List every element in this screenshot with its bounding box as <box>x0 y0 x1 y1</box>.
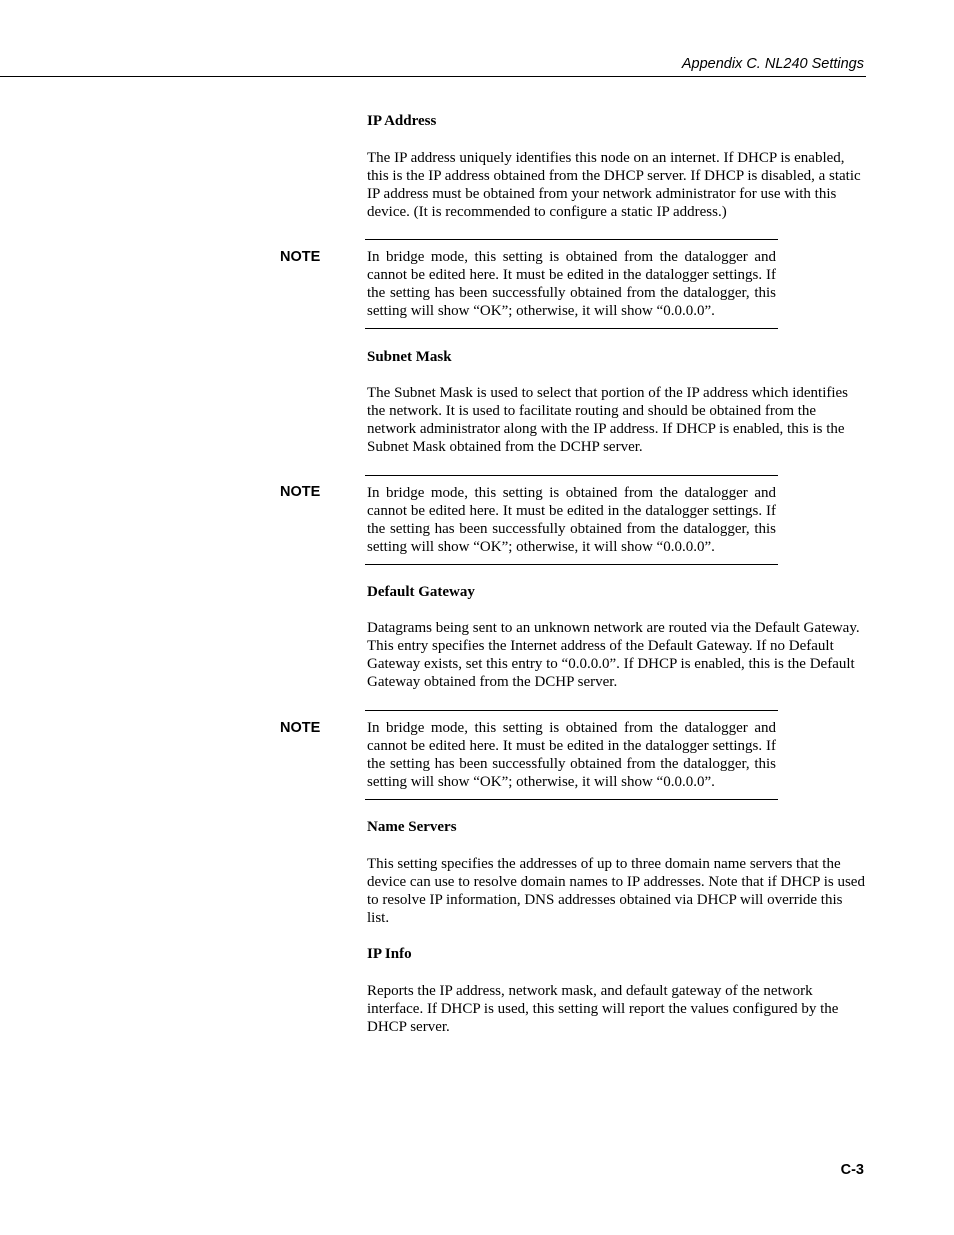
note-box <box>365 475 778 565</box>
note-label: NOTE <box>280 720 321 736</box>
section-body-ip-address: The IP address uniquely identifies this node on an internet. If DHCP is enabled, this is the IP address obtained from the DHCP server. If DHCP is disabled, a static IP address must be obtained from your network administrator for use with this device. (It is recommended to configure a static IP address.) <box>367 150 861 221</box>
section-heading-ip-address: IP Address <box>367 113 437 129</box>
note-label: NOTE <box>280 249 321 265</box>
section-heading-ip-info: IP Info <box>367 946 412 962</box>
note-box <box>365 239 778 329</box>
section-body-ip-info: Reports the IP address, network mask, and default gateway of the network interface. If DHCP is used, this setting will report the values configured by the DHCP server. <box>367 983 839 1036</box>
note-text: In bridge mode, this setting is obtained from the datalogger and cannot be edited here. It must be edited in the datalogger settings. If the setting has been successfully obtained from the datalogger, this setting will show “OK”; otherwise, it will show “0.0.0.0”. <box>367 720 776 791</box>
note-label: NOTE <box>280 484 321 500</box>
section-body-name-servers: This setting specifies the addresses of up to three domain name servers that the device can use to resolve domain names to IP addresses. Note that if DHCP is used to resolve IP information, DNS addresses obtained via DHCP will override this list. <box>367 856 865 927</box>
note-text: In bridge mode, this setting is obtained from the datalogger and cannot be edited here. It must be edited in the datalogger settings. If the setting has been successfully obtained from the datalogger, this setting will show “OK”; otherwise, it will show “0.0.0.0”. <box>367 485 776 556</box>
page-header <box>0 55 866 77</box>
note-box <box>365 710 778 800</box>
running-header-title: Appendix C. NL240 Settings <box>681 56 864 72</box>
section-heading-default-gateway: Default Gateway <box>367 584 475 600</box>
section-body-subnet-mask: The Subnet Mask is used to select that portion of the IP address which identifies the network. It is used to facilitate routing and should be obtained from the network administrator along with the IP address. If DHCP is enabled, this is the Subnet Mask obtained from the DCHP server. <box>367 385 849 456</box>
section-heading-name-servers: Name Servers <box>367 819 457 835</box>
note-text: In bridge mode, this setting is obtained from the datalogger and cannot be edited here. It must be edited in the datalogger settings. If the setting has been successfully obtained from the datalogger, this setting will show “OK”; otherwise, it will show “0.0.0.0”. <box>367 249 776 320</box>
section-heading-subnet-mask: Subnet Mask <box>367 349 452 365</box>
section-body-default-gateway: Datagrams being sent to an unknown network are routed via the Default Gateway. This entry specifies the Internet address of the Default Gateway. If no Default Gateway exists, set this entry to “0.0.0.0”. If DHCP is enabled, this is the Default Gateway obtained from the DCHP server. <box>367 620 860 691</box>
page-number: C-3 <box>840 1162 864 1178</box>
